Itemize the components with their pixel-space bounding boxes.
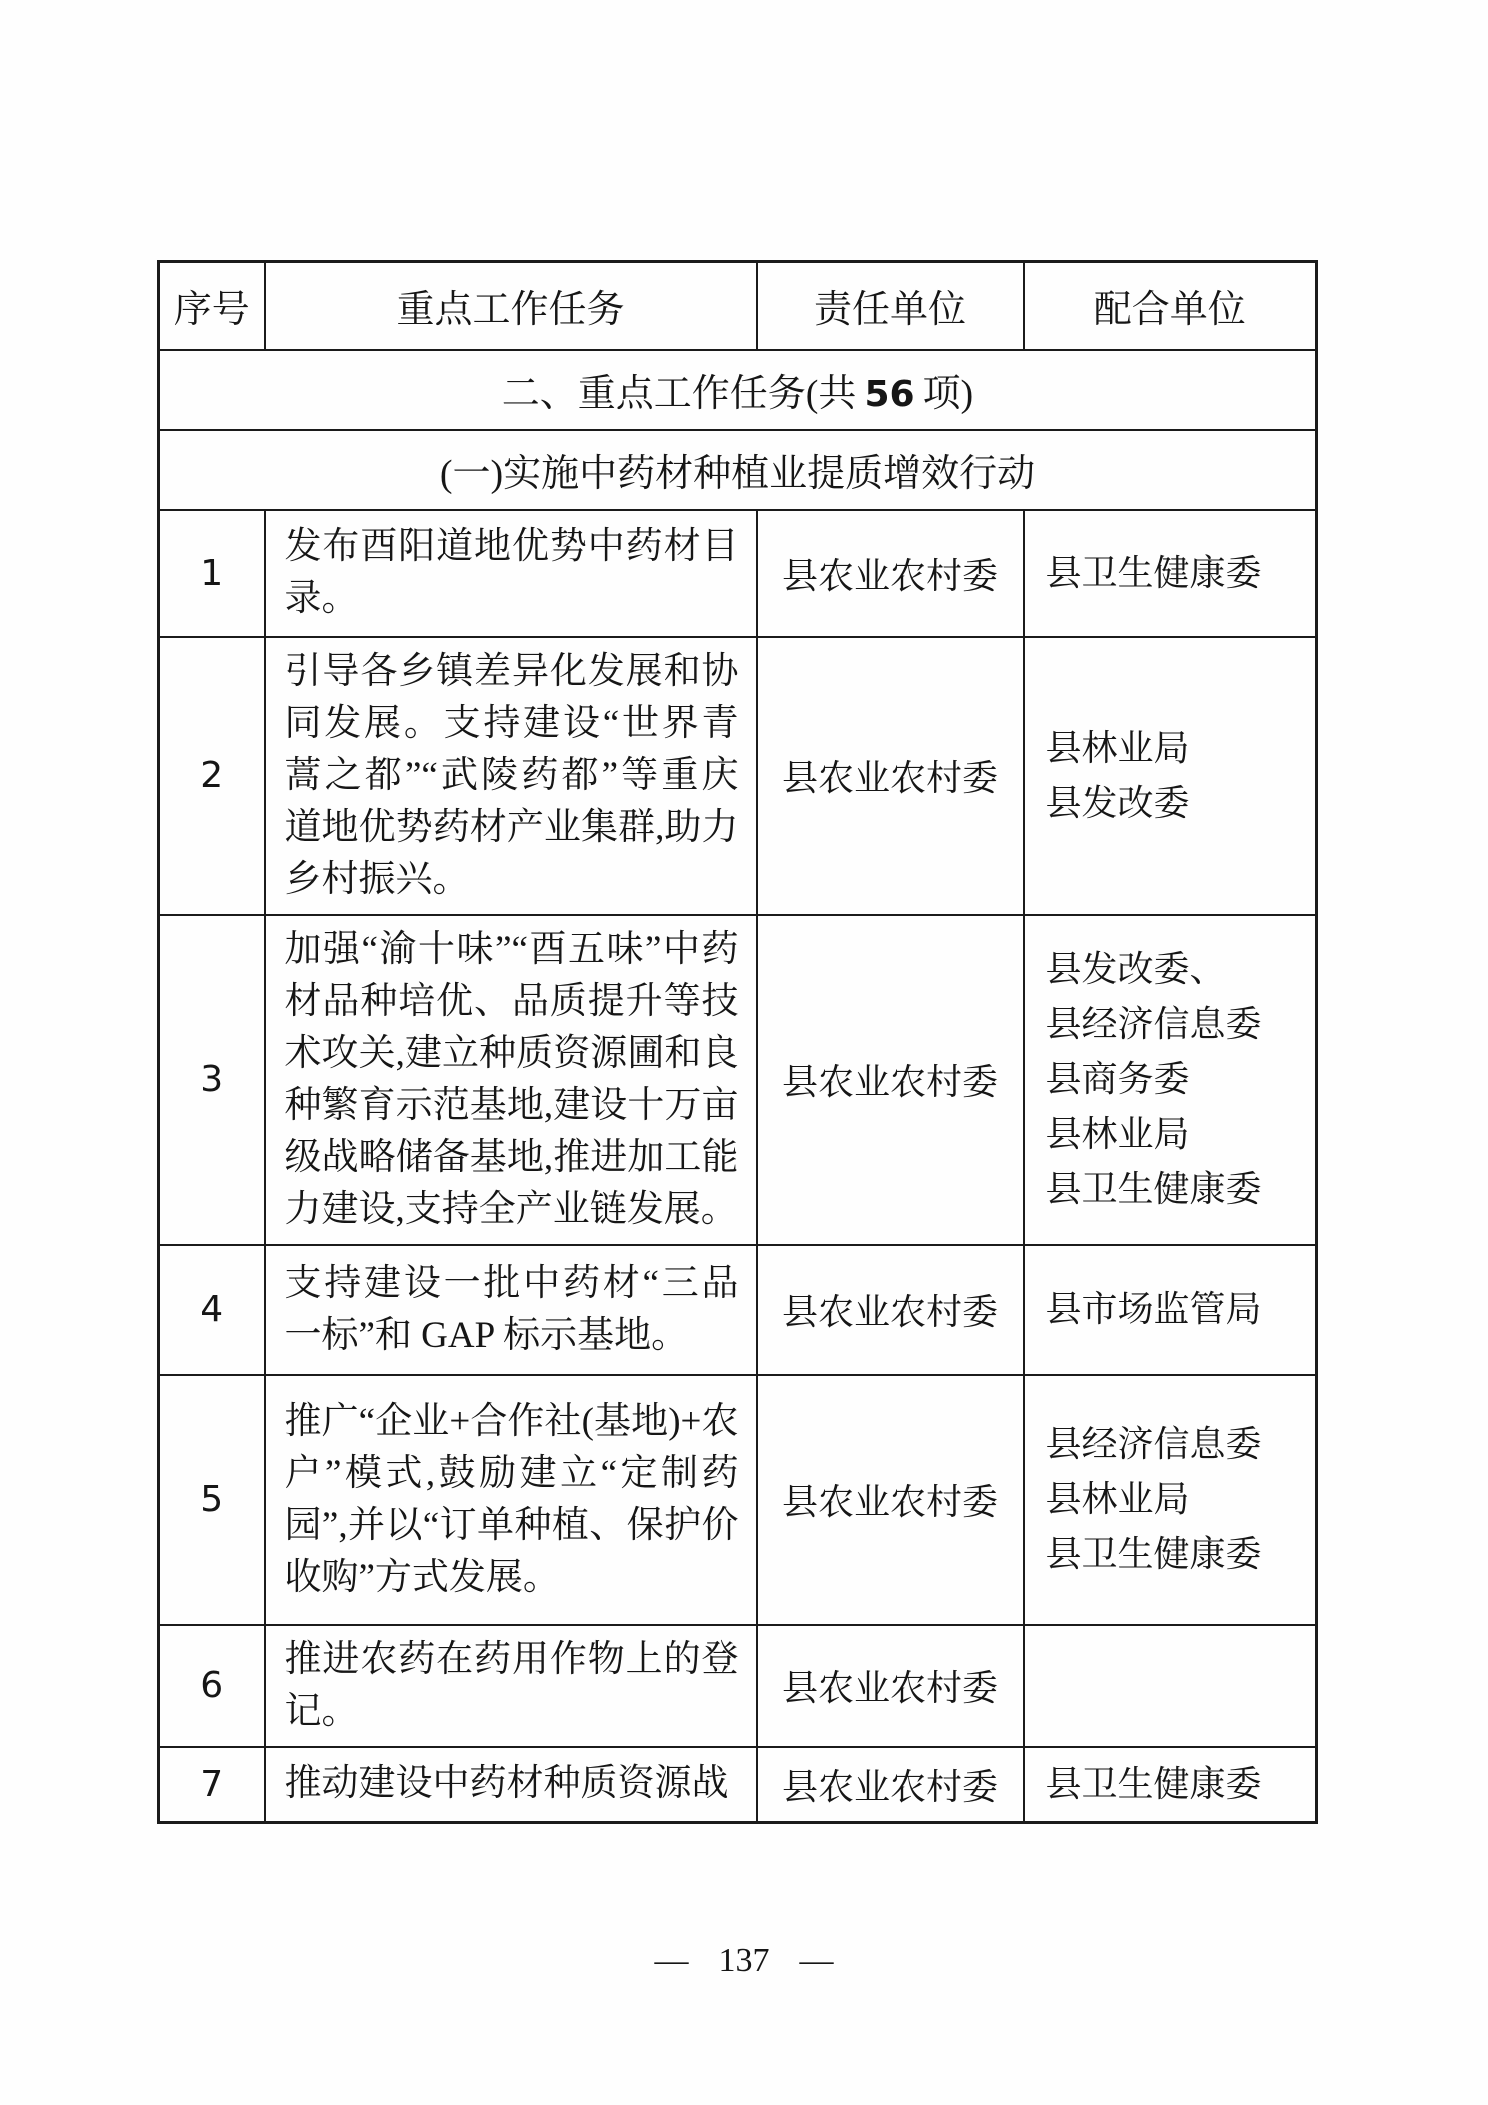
coop-line: 县市场监管局 bbox=[1045, 1289, 1262, 1329]
header-no: 序号 bbox=[159, 262, 265, 350]
responsible-unit: 县农业农村委 bbox=[757, 1747, 1024, 1823]
cooperating-units bbox=[1024, 510, 1317, 637]
header-task: 重点工作任务 bbox=[265, 262, 757, 350]
work-task-table bbox=[157, 260, 1318, 1824]
subsection-row bbox=[159, 430, 1317, 510]
task-text: 推动建设中药材种质资源战 bbox=[265, 1747, 757, 1823]
row-number: 6 bbox=[159, 1625, 265, 1747]
page-number-footer bbox=[0, 1942, 1488, 1980]
coop-line: 县林业局 bbox=[1045, 1479, 1190, 1519]
table-row bbox=[159, 1375, 1317, 1625]
responsible-unit: 县农业农村委 bbox=[757, 637, 1024, 915]
cooperating-units bbox=[1024, 637, 1317, 915]
coop-line: 县经济信息委 bbox=[1045, 1004, 1262, 1044]
coop-line: 县林业局 bbox=[1045, 727, 1190, 768]
task-text: 发布酉阳道地优势中药材目录。 bbox=[265, 510, 757, 637]
coop-line: 县商务委 bbox=[1045, 1059, 1190, 1099]
task-text: 引导各乡镇差异化发展和协同发展。支持建设“世界青蒿之都”“武陵药都”等重庆道地优势药材产业集群,助力乡村振兴。 bbox=[265, 637, 757, 915]
cooperating-units bbox=[1024, 1245, 1317, 1375]
table-header-row bbox=[159, 262, 1317, 350]
responsible-unit: 县农业农村委 bbox=[757, 1625, 1024, 1747]
coop-line: 县发改委、 bbox=[1045, 949, 1226, 989]
coop-line: 县卫生健康委 bbox=[1045, 1169, 1262, 1209]
task-text: 推进农药在药用作物上的登记。 bbox=[265, 1625, 757, 1747]
table-row bbox=[159, 1245, 1317, 1375]
row-number: 4 bbox=[159, 1245, 265, 1375]
responsible-unit: 县农业农村委 bbox=[757, 1245, 1024, 1375]
page-number: 137 bbox=[718, 1942, 770, 1979]
coop-line: 县经济信息委 bbox=[1045, 1424, 1262, 1464]
coop-line: 县林业局 bbox=[1045, 1114, 1190, 1154]
cooperating-units bbox=[1024, 1375, 1317, 1625]
row-number: 7 bbox=[159, 1747, 265, 1823]
cooperating-units bbox=[1024, 1625, 1317, 1747]
footer-dash-left: — bbox=[654, 1942, 689, 1979]
table-row bbox=[159, 510, 1317, 637]
responsible-unit: 县农业农村委 bbox=[757, 510, 1024, 637]
row-number: 5 bbox=[159, 1375, 265, 1625]
coop-line: 县卫生健康委 bbox=[1045, 552, 1262, 593]
task-text: 加强“渝十味”“酉五味”中药材品种培优、品质提升等技术攻关,建立种质资源圃和良种繁育示范基地,建设十万亩级战略储备基地,推进加工能力建设,支持全产业链发展。 bbox=[265, 915, 757, 1245]
section-task-count: 56 bbox=[864, 374, 915, 415]
header-cooperating: 配合单位 bbox=[1024, 262, 1317, 350]
section-row bbox=[159, 350, 1317, 430]
responsible-unit: 县农业农村委 bbox=[757, 915, 1024, 1245]
task-text: 支持建设一批中药材“三品一标”和 GAP 标示基地。 bbox=[265, 1245, 757, 1375]
task-text: 推广“企业+合作社(基地)+农户”模式,鼓励建立“定制药园”,并以“订单种植、保护价收购”方式发展。 bbox=[265, 1375, 757, 1625]
cooperating-units bbox=[1024, 915, 1317, 1245]
footer-dash-right: — bbox=[799, 1942, 834, 1979]
cooperating-units bbox=[1024, 1747, 1317, 1823]
section-title-prefix: 二、重点工作任务(共 bbox=[501, 373, 857, 415]
row-number: 3 bbox=[159, 915, 265, 1245]
responsible-unit: 县农业农村委 bbox=[757, 1375, 1024, 1625]
section-title-suffix: 项) bbox=[922, 373, 974, 415]
coop-line: 县卫生健康委 bbox=[1045, 1763, 1262, 1804]
table-row bbox=[159, 637, 1317, 915]
table-row bbox=[159, 1747, 1317, 1823]
coop-line: 县发改委 bbox=[1045, 782, 1190, 823]
subsection-title: (一)实施中药材种植业提质增效行动 bbox=[159, 430, 1317, 510]
coop-line: 县卫生健康委 bbox=[1045, 1534, 1262, 1574]
row-number: 2 bbox=[159, 637, 265, 915]
row-number: 1 bbox=[159, 510, 265, 637]
table-row bbox=[159, 915, 1317, 1245]
section-title bbox=[159, 350, 1317, 430]
header-responsible: 责任单位 bbox=[757, 262, 1024, 350]
table-row bbox=[159, 1625, 1317, 1747]
